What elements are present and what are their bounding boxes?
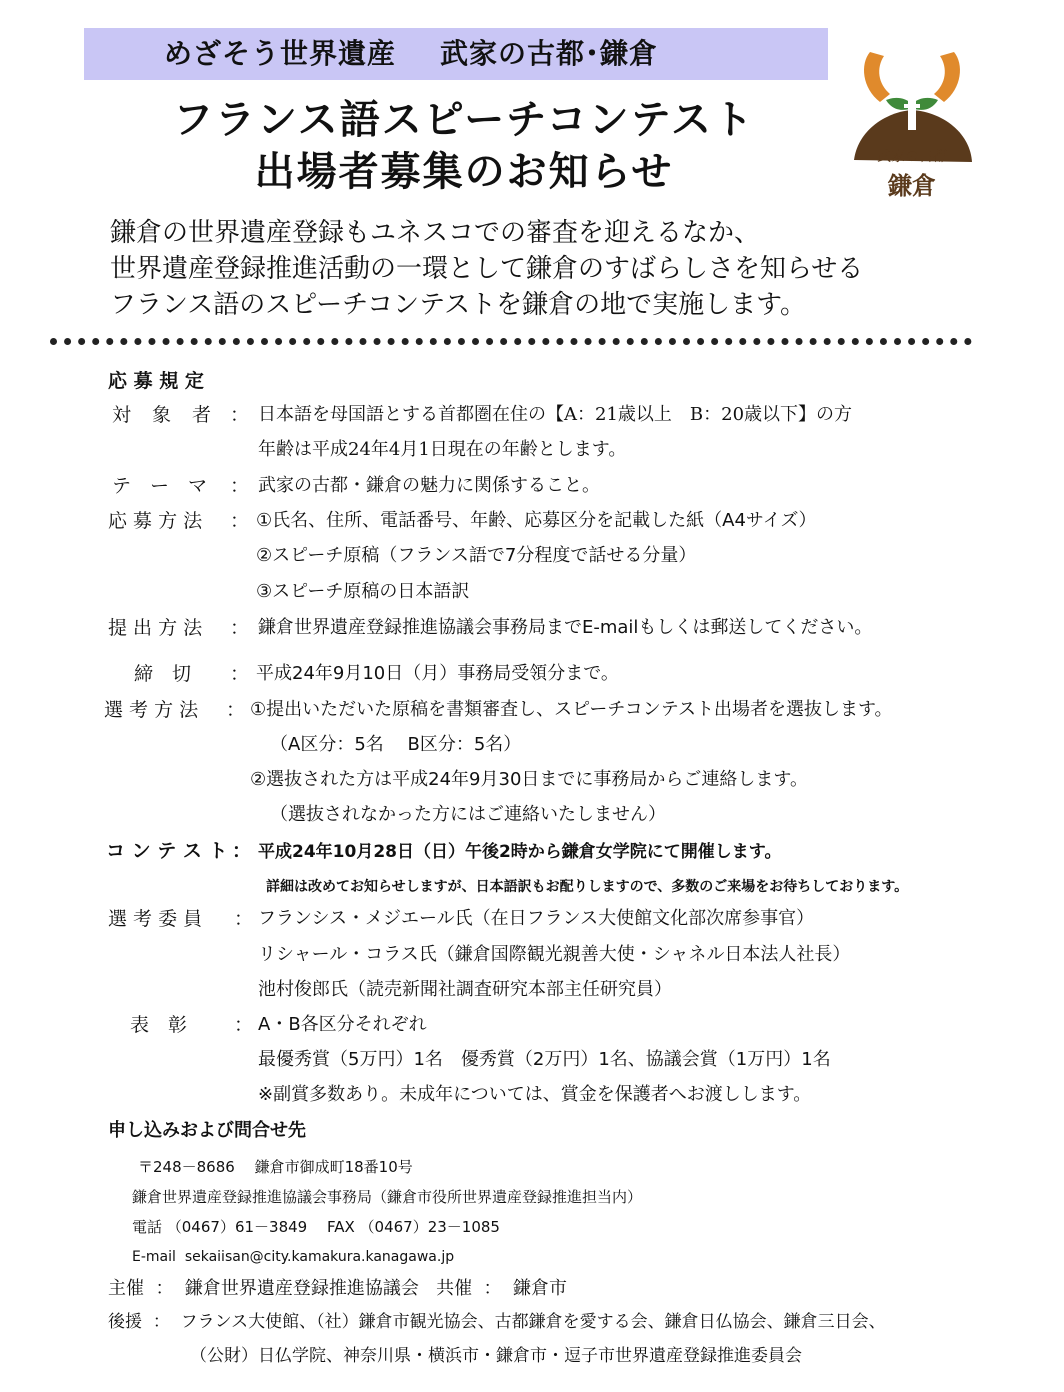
senko-line-1: ①提出いただいた原稿を書類審査し、スピーチコンテスト出場者を選抜します。 [250,699,893,720]
intro-line-3: フランス語のスピーチコンテストを鎌倉の地で実施します。 [110,290,807,320]
logo-subtitle: 武家の古都 [877,149,947,165]
senko-line-2: （A区分：5名 B区分：5名） [270,734,522,755]
iin-line-1: フランシス・メジエール氏（在日フランス大使館文化部次席参事官） [258,908,815,929]
colon: ： [483,1278,502,1299]
hyosho-line-2: 最優秀賞（5万円）1名 優秀賞（2万円）1名、協議会賞（1万円）1名 [258,1049,831,1070]
contact-office: 鎌倉世界遺産登録推進協議会事務局（鎌倉市役所世界遺産登録推進担当内） [132,1188,643,1206]
koen-label: 後援 [108,1312,142,1332]
colon: ： [230,404,250,426]
page-title-line1: フランス語スピーチコンテスト [173,97,755,143]
hyosho-line-1: A・B各区分それぞれ [258,1014,427,1035]
taishosha-line-2: 年齢は平成24年4月1日現在の年齢とします。 [258,439,627,460]
label-iin: 選 考 委 員 [108,908,203,930]
oubo-line-2: ②スピーチ原稿（フランス語で7分程度で話せる分量） [256,545,697,566]
colon: ： [234,908,254,930]
kyosai-value: 鎌倉市 [512,1278,567,1299]
label-shimekiri: 締 切 [134,663,192,685]
page-title-line2: 出場者募集のお知らせ [254,149,674,195]
label-senko: 選 考 方 法 [104,699,199,721]
contact-heading: 申し込みおよび問合せ先 [108,1120,306,1141]
email-address[interactable]: sekaiisan@city.kamakura.kanagawa.jp [184,1249,455,1265]
shimekiri-line-1: 平成24年9月10日（月）事務局受領分まで。 [256,663,619,684]
iin-line-2: リシャール・コラス氏（鎌倉国際観光親善大使・シャネル日本法人社長） [258,944,851,965]
label-contest: コ ン テ ス ト [106,840,228,862]
intro-line-2: 世界遺産登録推進活動の一環として鎌倉のすばらしさを知らせる [110,254,864,284]
senko-line-4: （選抜されなかった方にはご連絡いたしません） [270,804,666,825]
iin-line-3: 池村俊郎氏（読売新聞社調査研究本部主任研究員） [258,979,672,1000]
contact-phone: 電話 （0467）61－3849 FAX （0467）23－1085 [132,1218,500,1236]
shusai-value: 鎌倉世界遺産登録推進協議会 [184,1278,419,1299]
label-teishutsu: 提 出 方 法 [108,617,203,639]
colon: ： [152,1312,170,1332]
colon: ： [230,475,250,497]
kyosai-label: 共催 [436,1278,473,1299]
label-oubo: 応 募 方 法 [108,510,203,532]
colon: ： [234,1014,254,1036]
contest-line-1: 平成24年10月28日（日）午後2時から鎌倉女学院にて開催します。 [258,842,782,862]
koen-row [108,1314,886,1331]
intro-line-1: 鎌倉の世界遺産登録もユネスコでの審査を迎えるなか、 [110,218,761,248]
oubo-line-3: ③スピーチ原稿の日本語訳 [256,581,470,602]
colon: ： [232,840,252,862]
dotted-divider [50,338,972,345]
koen-line-2: （公財）日仏学院、神奈川県・横浜市・鎌倉市・逗子市世界遺産登録推進委員会 [190,1346,802,1366]
kamakura-logo [846,40,978,200]
senko-line-3: ②選抜された方は平成24年9月30日までに事務局からご連絡します。 [250,769,808,790]
banner-slogan: めざそう世界遺産 [164,37,397,70]
logo-name: 鎌倉 [888,171,936,200]
shusai-label: 主催 [108,1278,144,1299]
teishutsu-line-1: 鎌倉世界遺産登録推進協議会事務局までE-mailもしくは郵送してください。 [258,617,873,638]
label-theme: テ ー マ [112,475,208,497]
koen-line-1: フランス大使館、（社）鎌倉市観光協会、古都鎌倉を愛する会、鎌倉日仏協会、鎌倉三日会、 [180,1312,886,1332]
contest-line-2: 詳細は改めてお知らせしますが、日本語訳もお配りしますので、多数のご来場をお待ちしております。 [266,879,909,895]
banner-city: 武家の古都･鎌倉 [440,37,659,70]
colon: ： [155,1278,174,1299]
sponsors-row [108,1280,567,1298]
email-label: E-mail [132,1249,176,1265]
colon: ： [230,617,250,639]
hyosho-line-3: ※副賞多数あり。未成年については、賞金を保護者へお渡しします。 [258,1084,812,1105]
contact-address: 〒248－8686 鎌倉市御成町18番10号 [138,1158,413,1176]
oubo-line-1: ①氏名、住所、電話番号、年齢、応募区分を記載した紙（A4サイズ） [256,510,817,531]
colon: ： [226,699,246,721]
taishosha-line-1: 日本語を母国語とする首都圏在住の【A：21歳以上 B：20歳以下】の方 [258,404,853,425]
colon: ： [230,663,250,685]
theme-line-1: 武家の古都・鎌倉の魅力に関係すること。 [258,475,600,496]
colon: ： [230,510,250,532]
section-heading: 応 募 規 定 [108,370,204,392]
label-taishosha: 対 象 者 [112,404,213,426]
contact-email-row [132,1250,454,1264]
label-hyosho: 表 彰 [130,1014,188,1036]
header-banner [84,28,828,80]
